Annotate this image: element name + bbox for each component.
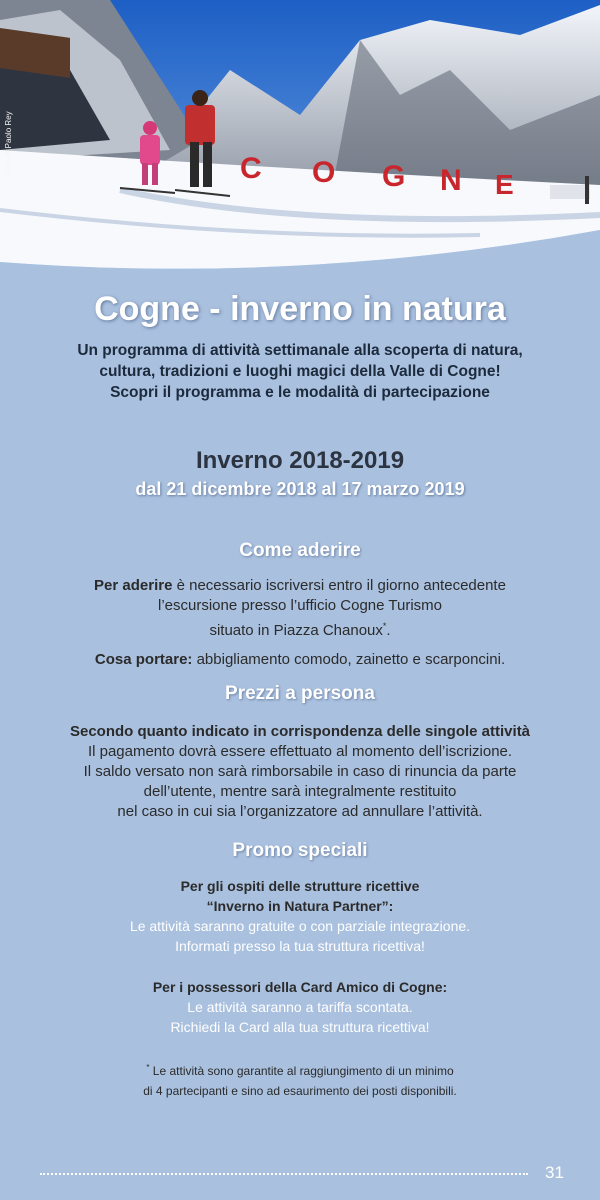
come-aderire-heading: Come aderire <box>239 540 361 561</box>
prezzi-heading: Prezzi a persona <box>225 683 375 704</box>
ski-scene-illustration <box>0 0 600 300</box>
prezzi-line: Il pagamento dovrà essere effettuato al momento dell’iscrizione. <box>87 743 513 760</box>
prezzi-line: Il saldo versato non sarà rimborsabile in caso di rinuncia da parte <box>83 763 517 780</box>
sign-letter: G <box>382 160 406 193</box>
promo-card-bold: Per i possessori della Card Amico di Cogne: <box>152 979 448 995</box>
page-title: Cogne - inverno in natura <box>94 290 506 328</box>
come-aderire-line: situato in Piazza Chanoux <box>209 622 383 639</box>
season-dates: dal 21 dicembre 2018 al 17 marzo 2019 <box>135 479 465 499</box>
promo-partner-line: Informati presso la tua struttura ricettiva! <box>175 938 425 954</box>
promo-partner-bold: Per gli ospiti delle strutture ricettive <box>180 878 420 894</box>
season-title: Inverno 2018-2019 <box>195 447 405 474</box>
come-aderire-line: l’escursione presso l’ufficio Cogne Turismo <box>157 597 443 614</box>
promo-card <box>0 977 600 1037</box>
subtitle-line: Un programma di attività settimanale alla scoperta di natura, <box>77 342 523 359</box>
bring-bold: Cosa portare: <box>94 651 193 668</box>
sign-letter: E <box>495 169 514 200</box>
promo-partner-bold: “Inverno in Natura Partner”: <box>206 898 394 914</box>
promo-card-line: Richiedi la Card alla tua struttura ricettiva! <box>170 1019 430 1035</box>
header-photo <box>0 0 600 300</box>
footnote <box>0 1058 600 1101</box>
bring-rest: abbigliamento comodo, zainetto e scarponcini. <box>192 651 506 668</box>
photo-credit: Foto di Paolo Rey <box>4 111 13 175</box>
sign-letter: N <box>440 164 462 197</box>
come-aderire-text: Per aderire è necessario iscriversi entro il giorno antecedente l’escursione presso l’ufficio Cogne Turismo situato in Piazza Chanoux*. <box>0 576 600 641</box>
lead-bold: Per aderire <box>94 577 173 594</box>
footnote-mark: * <box>382 621 387 631</box>
page-number: 31 <box>545 1163 564 1182</box>
footer-divider <box>40 1173 528 1175</box>
promo-partner <box>0 876 600 956</box>
cosa-portare <box>0 650 600 670</box>
footnote-mark: * <box>146 1063 150 1072</box>
sign-letter: O <box>312 156 336 189</box>
footnote-line: Le attività sono garantite al raggiungimento di un minimo <box>149 1064 454 1078</box>
footnote-line: di 4 partecipanti e sino ad esaurimento dei posti disponibili. <box>143 1084 457 1098</box>
prezzi-line: nel caso in cui sia l’organizzatore ad annullare l’attività. <box>117 803 483 820</box>
promo-partner-line: Le attività saranno gratuite o con parziale integrazione. <box>129 918 471 934</box>
promo-heading: Promo speciali <box>232 840 368 861</box>
subtitle-line: cultura, tradizioni e luoghi magici della Valle di Cogne! <box>99 363 501 380</box>
prezzi-text <box>0 722 600 822</box>
prezzi-line: dell’utente, mentre sarà integralmente restituito <box>143 783 457 800</box>
subtitle-line: Scopri il programma e le modalità di partecipazione <box>110 384 490 401</box>
prezzi-bold: Secondo quanto indicato in corrispondenza delle singole attività <box>69 723 531 740</box>
sign-letter: C <box>240 152 262 185</box>
subtitle <box>0 340 600 403</box>
promo-card-line: Le attività saranno a tariffa scontata. <box>187 999 413 1015</box>
lead-rest: è necessario iscriversi entro il giorno antecedente <box>172 577 506 594</box>
